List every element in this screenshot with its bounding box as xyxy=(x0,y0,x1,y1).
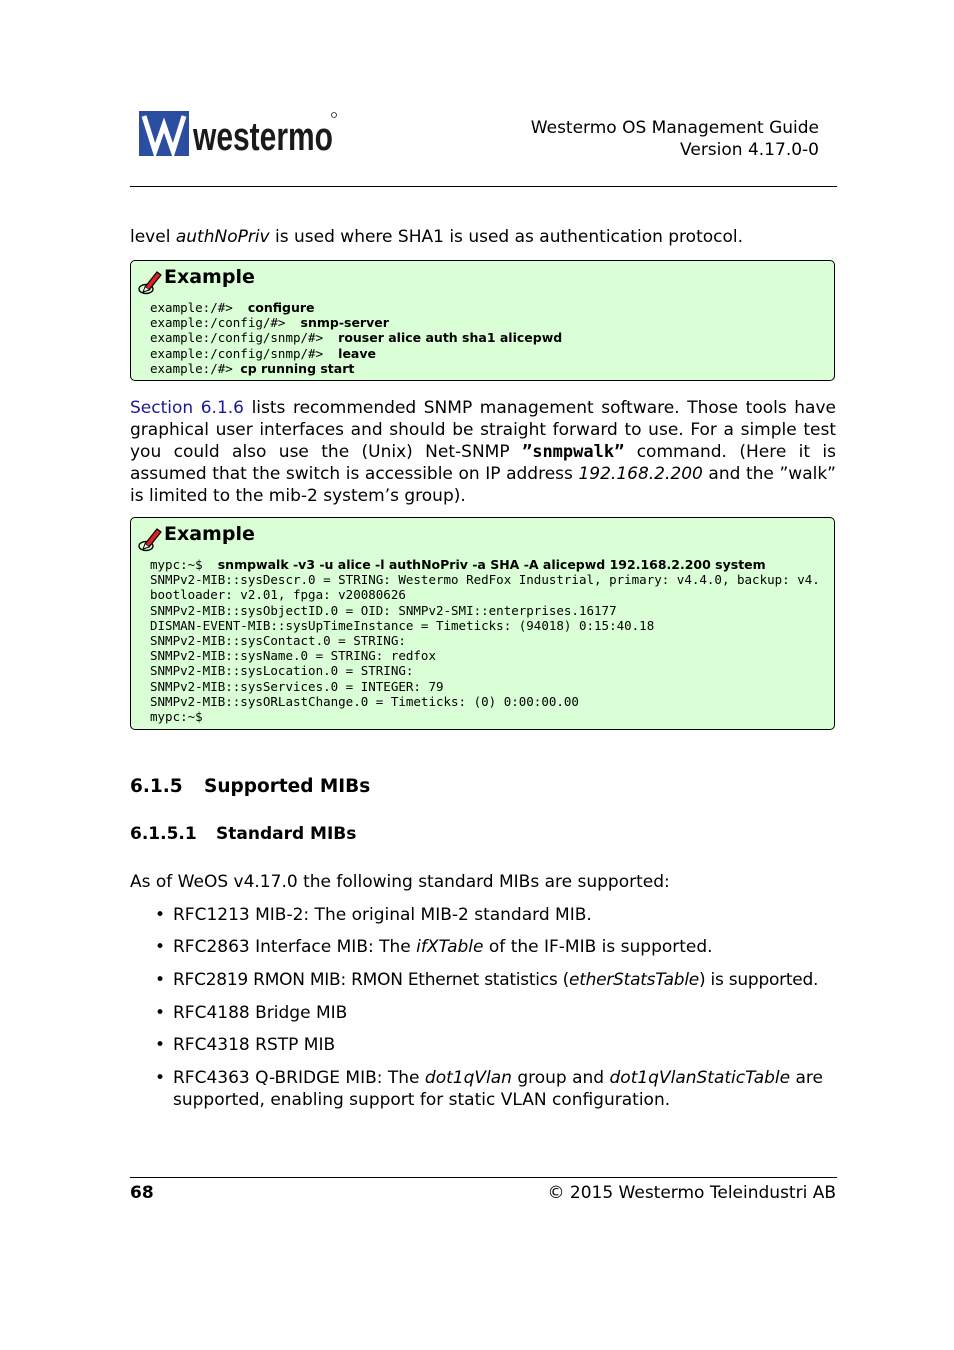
header-title xyxy=(531,117,819,161)
example-box-2 xyxy=(130,517,835,730)
intro-paragraph: As of WeOS v4.17.0 the following standard MIBs are supported: xyxy=(130,872,670,892)
guide-version: Version 4.17.0-0 xyxy=(680,140,819,160)
emph-authnopriv: authNoPriv xyxy=(175,227,270,247)
section-link[interactable]: Section 6.1.6 xyxy=(130,398,244,418)
logo-wordmark: westermo xyxy=(192,115,333,159)
copyright: © 2015 Westermo Teleindustri AB xyxy=(547,1183,836,1203)
header-rule xyxy=(130,186,837,187)
pen-icon xyxy=(137,524,163,552)
page-number: 68 xyxy=(130,1183,154,1203)
pen-icon xyxy=(137,267,163,295)
footer-rule xyxy=(130,1177,837,1178)
westermo-logo xyxy=(139,110,339,158)
example-box-1 xyxy=(130,260,835,381)
example-code-2: mypc:~$ snmpwalk -v3 -u alice -l authNoPriv -a SHA -A alicepwd 192.168.2.200 system SNMPv2-MIB::sysDescr.0 = STRING: Westermo RedFox Industrial, primary: v4.4.0, backup: v4. bootloader: v2.01, fpga: v20080626 SNMPv2-MIB::sysObjectID.0 = OID: SNMPv2-SMI::enterprises.16177 DISMAN-EVENT-MIB::sysUpTimeInstance = Timeticks: (94018) 0:15:40.18 SNMPv2-MIB::sysContact.0 = STRING: SNMPv2-MIB::sysName.0 = STRING: redfox SNMPv2-MIB::sysLocation.0 = STRING: SNMPv2-MIB::sysServices.0 = INTEGER: 79 SNMPv2-MIB::sysORLastChange.0 = Timeticks: (0) 0:00:00.00 mypc:~$ xyxy=(150,557,820,725)
guide-title: Westermo OS Management Guide xyxy=(530,118,819,138)
subsection-heading: 6.1.5.1 Standard MIBs xyxy=(130,824,357,844)
snmpwalk-cmd: ”snmpwalk” xyxy=(521,442,625,462)
example-title: Example xyxy=(164,266,255,288)
paragraph-snmpwalk: Section 6.1.6 lists recommended SNMP management software. Those tools have graphical user interfaces and should be straight forward to use. For a simple test you could also use the (Unix) Net-SNMP ”snmpwalk” command. (Here it is assumed that the switch is accessible on IP address 192.168.2.200 and the ”walk” is limited to the mib-2 system’s group). xyxy=(130,398,837,506)
ip-address: 192.168.2.200 xyxy=(578,464,703,484)
example-code-1: example:/#> configure example:/config/#> snmp-server example:/config/snmp/#> rouser alice auth sha1 alicepwd example:/config/snmp/#> leave example:/#> cp running start xyxy=(150,300,563,376)
paragraph-auth: level authNoPriv is used where SHA1 is used as authentication protocol. xyxy=(130,227,744,247)
section-heading: 6.1.5 Supported MIBs xyxy=(130,776,371,797)
example-title: Example xyxy=(164,523,255,545)
